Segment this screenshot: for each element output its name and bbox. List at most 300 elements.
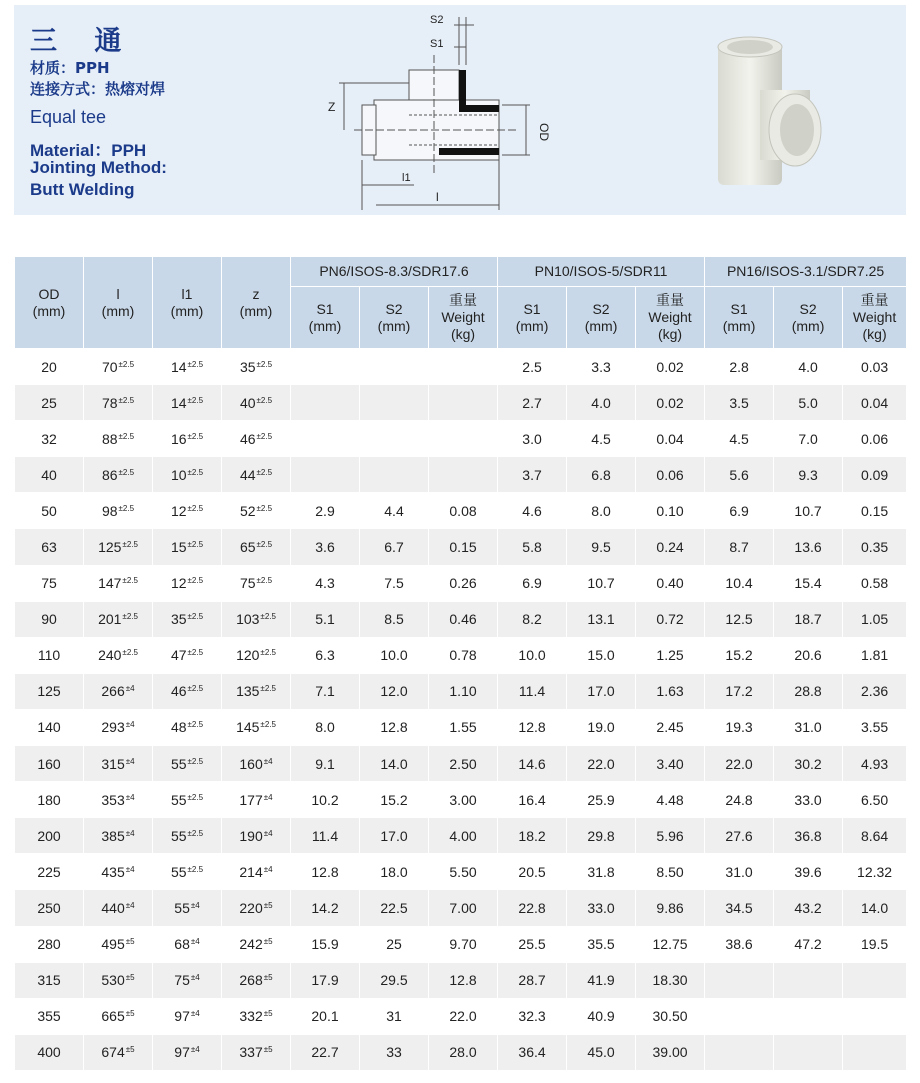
table-row: [15, 601, 907, 637]
cell-pn10-weight: 0.02: [636, 349, 705, 385]
cell-l1: $12^{\pm 2.5}$: [153, 493, 222, 529]
cell-od: 180: [15, 782, 84, 818]
group-pn6-header: PN6/ISOS-8.3/SDR17.6: [291, 257, 498, 287]
cell-pn6-s1: [291, 349, 360, 385]
cell-l: $70^{\pm 2.5}$: [84, 349, 153, 385]
cell-pn6-weight: 0.15: [429, 529, 498, 565]
cell-l1: $47^{\pm 2.5}$: [153, 637, 222, 673]
cell-pn16-weight: 0.03: [843, 349, 907, 385]
cell-pn16-s1: 10.4: [705, 565, 774, 601]
cell-od: 400: [15, 1034, 84, 1070]
cell-pn6-s1: 9.1: [291, 746, 360, 782]
cell-l1: $55^{\pm 2.5}$: [153, 818, 222, 854]
table-row: [15, 746, 907, 782]
cell-pn6-s1: 12.8: [291, 854, 360, 890]
cell-pn16-weight: [843, 998, 907, 1034]
pn16-s1-header: S1 (mm): [705, 287, 774, 349]
table-row: [15, 493, 907, 529]
cell-pn6-weight: [429, 421, 498, 457]
cell-pn6-s1: 3.6: [291, 529, 360, 565]
cell-pn10-weight: 30.50: [636, 998, 705, 1034]
cell-pn16-s1: 3.5: [705, 385, 774, 421]
cell-pn10-s1: 18.2: [498, 818, 567, 854]
cell-pn6-s1: 4.3: [291, 565, 360, 601]
cell-l: $674^{\pm 5}$: [84, 1034, 153, 1070]
cell-pn10-s2: 9.5: [567, 529, 636, 565]
cell-pn16-s1: 34.5: [705, 890, 774, 926]
cell-l1: $12^{\pm 2.5}$: [153, 565, 222, 601]
cell-od: 200: [15, 818, 84, 854]
table-row: [15, 1034, 907, 1070]
cell-pn10-weight: 9.86: [636, 890, 705, 926]
cell-od: 32: [15, 421, 84, 457]
cell-pn10-weight: 0.06: [636, 457, 705, 493]
cell-pn10-s1: 14.6: [498, 746, 567, 782]
cell-pn6-weight: 12.8: [429, 962, 498, 998]
cell-pn6-s2: 31: [360, 998, 429, 1034]
cell-l: $266^{\pm 4}$: [84, 673, 153, 709]
cell-l: $88^{\pm 2.5}$: [84, 421, 153, 457]
diagram-z-label: Z: [328, 100, 336, 114]
cell-pn10-s2: 4.0: [567, 385, 636, 421]
cell-pn6-s1: 15.9: [291, 926, 360, 962]
table-row: [15, 349, 907, 385]
cell-pn10-s2: 8.0: [567, 493, 636, 529]
cell-l1: $15^{\pm 2.5}$: [153, 529, 222, 565]
cell-pn16-s2: 36.8: [774, 818, 843, 854]
cell-pn10-s1: 28.7: [498, 962, 567, 998]
group-pn10-header: PN10/ISOS-5/SDR11: [498, 257, 705, 287]
col-l1-header: l1 (mm): [153, 257, 222, 349]
cell-l1: $55^{\pm 2.5}$: [153, 854, 222, 890]
cell-pn10-s2: 4.5: [567, 421, 636, 457]
cell-pn6-weight: [429, 349, 498, 385]
cell-z: $268^{\pm 5}$: [222, 962, 291, 998]
cell-od: 50: [15, 493, 84, 529]
cell-pn16-weight: 4.93: [843, 746, 907, 782]
cell-z: $40^{\pm 2.5}$: [222, 385, 291, 421]
cell-pn16-s2: 43.2: [774, 890, 843, 926]
cell-pn10-s1: 11.4: [498, 673, 567, 709]
cell-pn10-weight: 5.96: [636, 818, 705, 854]
cell-pn10-weight: 12.75: [636, 926, 705, 962]
cell-pn16-s1: [705, 962, 774, 998]
pn6-s1-header: S1 (mm): [291, 287, 360, 349]
cell-l: $78^{\pm 2.5}$: [84, 385, 153, 421]
cell-pn6-weight: 9.70: [429, 926, 498, 962]
pn10-s1-header: S1 (mm): [498, 287, 567, 349]
cell-l1: $55^{\pm 2.5}$: [153, 782, 222, 818]
pn10-s2-header: S2 (mm): [567, 287, 636, 349]
cell-pn16-weight: 12.32: [843, 854, 907, 890]
cell-pn10-s2: 6.8: [567, 457, 636, 493]
cell-pn16-s1: 6.9: [705, 493, 774, 529]
cell-pn16-s2: [774, 1034, 843, 1070]
cell-pn16-weight: 2.36: [843, 673, 907, 709]
cell-pn16-s1: 24.8: [705, 782, 774, 818]
cell-pn10-s1: 2.7: [498, 385, 567, 421]
cell-pn10-s2: 19.0: [567, 709, 636, 745]
cell-z: $44^{\pm 2.5}$: [222, 457, 291, 493]
cell-pn10-s1: 12.8: [498, 709, 567, 745]
cell-pn6-s1: 2.9: [291, 493, 360, 529]
cell-pn16-s1: 4.5: [705, 421, 774, 457]
cell-pn6-s2: 18.0: [360, 854, 429, 890]
cell-pn10-s2: 3.3: [567, 349, 636, 385]
cell-pn10-s1: 25.5: [498, 926, 567, 962]
cell-l: $293^{\pm 4}$: [84, 709, 153, 745]
cell-pn10-weight: 0.02: [636, 385, 705, 421]
cell-z: $160^{\pm 4}$: [222, 746, 291, 782]
cell-pn16-s2: 4.0: [774, 349, 843, 385]
cell-pn16-weight: 14.0: [843, 890, 907, 926]
cell-pn6-s2: 17.0: [360, 818, 429, 854]
cell-l1: $46^{\pm 2.5}$: [153, 673, 222, 709]
cell-pn6-weight: 7.00: [429, 890, 498, 926]
cell-pn10-weight: 0.24: [636, 529, 705, 565]
diagram-od-label: OD: [537, 123, 551, 141]
cell-z: $190^{\pm 4}$: [222, 818, 291, 854]
cell-l1: $14^{\pm 2.5}$: [153, 385, 222, 421]
tee-product-photo: [700, 35, 830, 195]
cell-pn6-s1: 8.0: [291, 709, 360, 745]
cell-pn16-s2: 7.0: [774, 421, 843, 457]
material-en: Material：PPH: [30, 141, 147, 160]
table-row: [15, 421, 907, 457]
jointing-cn: 连接方式：热熔对焊: [30, 80, 166, 98]
title-cn: 三 通: [30, 26, 136, 57]
cell-pn6-s1: 14.2: [291, 890, 360, 926]
cell-pn6-s2: 10.0: [360, 637, 429, 673]
cell-pn6-s2: [360, 349, 429, 385]
cell-pn10-s1: 5.8: [498, 529, 567, 565]
cell-pn16-s1: 2.8: [705, 349, 774, 385]
cell-pn16-s2: 13.6: [774, 529, 843, 565]
cell-pn16-s1: [705, 1034, 774, 1070]
cell-pn10-weight: 3.40: [636, 746, 705, 782]
cell-pn16-s2: 9.3: [774, 457, 843, 493]
cell-l: $86^{\pm 2.5}$: [84, 457, 153, 493]
spec-table-body: [15, 349, 907, 1071]
cell-l: $315^{\pm 4}$: [84, 746, 153, 782]
group-pn16-header: PN16/ISOS-3.1/SDR7.25: [705, 257, 907, 287]
cell-pn10-s1: 22.8: [498, 890, 567, 926]
cell-pn6-s1: [291, 457, 360, 493]
cell-pn10-s1: 4.6: [498, 493, 567, 529]
cell-pn6-s1: 5.1: [291, 601, 360, 637]
cell-pn6-s1: 20.1: [291, 998, 360, 1034]
cell-pn16-s1: 12.5: [705, 601, 774, 637]
cell-pn16-weight: 0.09: [843, 457, 907, 493]
cell-z: $65^{\pm 2.5}$: [222, 529, 291, 565]
cell-pn10-s1: 3.0: [498, 421, 567, 457]
cell-pn16-s1: 38.6: [705, 926, 774, 962]
cell-pn16-s2: 15.4: [774, 565, 843, 601]
cell-pn10-weight: 39.00: [636, 1034, 705, 1070]
cell-pn16-s2: 47.2: [774, 926, 843, 962]
col-od-header: OD (mm): [15, 257, 84, 349]
cell-pn10-s1: 16.4: [498, 782, 567, 818]
cell-pn6-s2: [360, 421, 429, 457]
cell-pn10-s2: 29.8: [567, 818, 636, 854]
cell-od: 315: [15, 962, 84, 998]
cell-pn6-weight: 1.55: [429, 709, 498, 745]
cell-pn6-s1: 22.7: [291, 1034, 360, 1070]
cell-z: $135^{\pm 2.5}$: [222, 673, 291, 709]
cell-l: $147^{\pm 2.5}$: [84, 565, 153, 601]
cell-l: $440^{\pm 4}$: [84, 890, 153, 926]
cell-pn16-s1: 19.3: [705, 709, 774, 745]
cell-pn10-s1: 6.9: [498, 565, 567, 601]
cell-z: $332^{\pm 5}$: [222, 998, 291, 1034]
cell-pn6-s2: 4.4: [360, 493, 429, 529]
cell-od: 160: [15, 746, 84, 782]
cell-pn6-s1: 11.4: [291, 818, 360, 854]
cell-pn10-s2: 45.0: [567, 1034, 636, 1070]
cell-pn16-s1: [705, 998, 774, 1034]
diagram-l-label: l: [436, 190, 439, 204]
cell-l: $385^{\pm 4}$: [84, 818, 153, 854]
table-row: [15, 565, 907, 601]
cell-pn10-s1: 2.5: [498, 349, 567, 385]
cell-pn10-s1: 3.7: [498, 457, 567, 493]
material-cn: 材质：PPH: [30, 59, 110, 77]
cell-pn6-s2: 33: [360, 1034, 429, 1070]
cell-pn6-s2: 29.5: [360, 962, 429, 998]
cell-l: $240^{\pm 2.5}$: [84, 637, 153, 673]
cell-l: $125^{\pm 2.5}$: [84, 529, 153, 565]
cell-pn16-weight: [843, 1034, 907, 1070]
table-row: [15, 854, 907, 890]
cell-pn6-weight: [429, 457, 498, 493]
cell-l: $530^{\pm 5}$: [84, 962, 153, 998]
cell-l1: $97^{\pm 4}$: [153, 1034, 222, 1070]
cell-pn10-s2: 22.0: [567, 746, 636, 782]
cell-pn6-s2: 12.8: [360, 709, 429, 745]
pn6-s2-header: S2 (mm): [360, 287, 429, 349]
cell-pn10-s1: 36.4: [498, 1034, 567, 1070]
cell-pn16-weight: 0.58: [843, 565, 907, 601]
cell-od: 125: [15, 673, 84, 709]
cell-pn10-s1: 8.2: [498, 601, 567, 637]
cell-l1: $48^{\pm 2.5}$: [153, 709, 222, 745]
cell-z: $337^{\pm 5}$: [222, 1034, 291, 1070]
col-l-header: l (mm): [84, 257, 153, 349]
cell-od: 25: [15, 385, 84, 421]
table-row: [15, 782, 907, 818]
cell-od: 355: [15, 998, 84, 1034]
cell-z: $46^{\pm 2.5}$: [222, 421, 291, 457]
cell-l1: $35^{\pm 2.5}$: [153, 601, 222, 637]
cell-pn6-weight: 22.0: [429, 998, 498, 1034]
cell-od: 280: [15, 926, 84, 962]
cell-z: $145^{\pm 2.5}$: [222, 709, 291, 745]
cell-pn10-weight: 0.72: [636, 601, 705, 637]
table-row: [15, 890, 907, 926]
cell-pn16-s1: 15.2: [705, 637, 774, 673]
cell-pn6-weight: 5.50: [429, 854, 498, 890]
table-row: [15, 709, 907, 745]
cell-pn10-s2: 31.8: [567, 854, 636, 890]
cell-l1: $14^{\pm 2.5}$: [153, 349, 222, 385]
cell-pn10-s2: 17.0: [567, 673, 636, 709]
cell-l1: $75^{\pm 4}$: [153, 962, 222, 998]
cell-pn16-weight: 6.50: [843, 782, 907, 818]
cell-pn16-weight: 0.15: [843, 493, 907, 529]
table-row: [15, 926, 907, 962]
table-row: [15, 637, 907, 673]
cell-l: $665^{\pm 5}$: [84, 998, 153, 1034]
cell-pn6-s2: 8.5: [360, 601, 429, 637]
cell-pn6-weight: 0.46: [429, 601, 498, 637]
cell-pn16-weight: 1.05: [843, 601, 907, 637]
cell-pn16-s1: 22.0: [705, 746, 774, 782]
cell-pn10-weight: 0.40: [636, 565, 705, 601]
cell-pn6-s1: 6.3: [291, 637, 360, 673]
cell-pn16-s1: 8.7: [705, 529, 774, 565]
cell-pn16-weight: 19.5: [843, 926, 907, 962]
table-row: [15, 457, 907, 493]
cell-l1: $16^{\pm 2.5}$: [153, 421, 222, 457]
cell-z: $120^{\pm 2.5}$: [222, 637, 291, 673]
cell-od: 225: [15, 854, 84, 890]
cell-pn16-s2: 28.8: [774, 673, 843, 709]
cell-z: $220^{\pm 5}$: [222, 890, 291, 926]
cell-pn16-weight: 0.35: [843, 529, 907, 565]
cell-pn6-weight: 3.00: [429, 782, 498, 818]
spec-table: [14, 256, 907, 1071]
cell-pn6-s1: 10.2: [291, 782, 360, 818]
cell-l: $201^{\pm 2.5}$: [84, 601, 153, 637]
cell-pn16-s1: 5.6: [705, 457, 774, 493]
cell-od: 90: [15, 601, 84, 637]
cell-od: 140: [15, 709, 84, 745]
cell-od: 40: [15, 457, 84, 493]
table-row: [15, 529, 907, 565]
pn6-weight-header: 重量 Weight (kg): [429, 287, 498, 349]
table-row: [15, 998, 907, 1034]
cell-pn16-weight: [843, 962, 907, 998]
cell-pn6-s2: 25: [360, 926, 429, 962]
cell-l: $495^{\pm 5}$: [84, 926, 153, 962]
cell-z: $75^{\pm 2.5}$: [222, 565, 291, 601]
diagram-l1-label: l1: [402, 172, 411, 184]
cell-l: $353^{\pm 4}$: [84, 782, 153, 818]
diagram-s2-label: S2: [430, 14, 444, 26]
cell-pn16-s2: 31.0: [774, 709, 843, 745]
cell-l1: $55^{\pm 4}$: [153, 890, 222, 926]
cell-l1: $97^{\pm 4}$: [153, 998, 222, 1034]
cell-pn6-s1: [291, 385, 360, 421]
cell-pn10-s2: 25.9: [567, 782, 636, 818]
table-row: [15, 818, 907, 854]
cell-pn6-s1: 7.1: [291, 673, 360, 709]
cell-pn10-weight: 18.30: [636, 962, 705, 998]
cell-pn10-s2: 33.0: [567, 890, 636, 926]
pn16-weight-header: 重量 Weight (kg): [843, 287, 907, 349]
cell-pn6-s2: [360, 385, 429, 421]
cell-l1: $55^{\pm 2.5}$: [153, 746, 222, 782]
pn10-weight-header: 重量 Weight (kg): [636, 287, 705, 349]
header-panel: [14, 5, 906, 215]
cell-pn16-weight: 8.64: [843, 818, 907, 854]
cell-z: $242^{\pm 5}$: [222, 926, 291, 962]
cell-pn16-s2: [774, 962, 843, 998]
cell-pn10-weight: 1.63: [636, 673, 705, 709]
cell-pn6-weight: 0.78: [429, 637, 498, 673]
cell-l1: $10^{\pm 2.5}$: [153, 457, 222, 493]
cell-pn16-s2: 20.6: [774, 637, 843, 673]
cell-pn6-weight: 0.26: [429, 565, 498, 601]
cell-pn6-s1: 17.9: [291, 962, 360, 998]
cell-pn16-s2: 30.2: [774, 746, 843, 782]
cell-l1: $68^{\pm 4}$: [153, 926, 222, 962]
cell-pn16-s2: 18.7: [774, 601, 843, 637]
cell-pn10-s2: 10.7: [567, 565, 636, 601]
cell-pn10-weight: 0.10: [636, 493, 705, 529]
cell-pn16-weight: 0.04: [843, 385, 907, 421]
cell-pn10-weight: 1.25: [636, 637, 705, 673]
cell-pn6-weight: 0.08: [429, 493, 498, 529]
cell-pn16-weight: 0.06: [843, 421, 907, 457]
cell-pn6-weight: 2.50: [429, 746, 498, 782]
cell-z: $103^{\pm 2.5}$: [222, 601, 291, 637]
cell-pn16-weight: 3.55: [843, 709, 907, 745]
cell-pn16-s2: 33.0: [774, 782, 843, 818]
cell-pn10-weight: 0.04: [636, 421, 705, 457]
table-row: [15, 673, 907, 709]
cell-z: $35^{\pm 2.5}$: [222, 349, 291, 385]
cell-l: $435^{\pm 4}$: [84, 854, 153, 890]
cell-pn6-weight: [429, 385, 498, 421]
cell-pn16-weight: 1.81: [843, 637, 907, 673]
jointing-en: Jointing Method:: [30, 158, 167, 177]
cell-pn10-s2: 13.1: [567, 601, 636, 637]
cell-pn6-s2: 7.5: [360, 565, 429, 601]
cell-pn16-s1: 31.0: [705, 854, 774, 890]
table-row: [15, 962, 907, 998]
cell-pn10-s2: 35.5: [567, 926, 636, 962]
table-row: [15, 385, 907, 421]
cell-pn6-weight: 28.0: [429, 1034, 498, 1070]
cell-od: 110: [15, 637, 84, 673]
cell-od: 20: [15, 349, 84, 385]
cell-pn6-s2: 15.2: [360, 782, 429, 818]
cell-pn6-s2: 22.5: [360, 890, 429, 926]
cell-od: 250: [15, 890, 84, 926]
cell-pn10-s2: 40.9: [567, 998, 636, 1034]
cell-pn10-weight: 4.48: [636, 782, 705, 818]
cell-pn16-s2: 5.0: [774, 385, 843, 421]
cell-pn10-s2: 15.0: [567, 637, 636, 673]
cell-pn16-s1: 17.2: [705, 673, 774, 709]
cell-z: $214^{\pm 4}$: [222, 854, 291, 890]
cell-od: 75: [15, 565, 84, 601]
cell-l: $98^{\pm 2.5}$: [84, 493, 153, 529]
cell-pn10-weight: 8.50: [636, 854, 705, 890]
cell-pn6-s2: 14.0: [360, 746, 429, 782]
tee-dimension-diagram: [314, 5, 554, 215]
cell-pn6-weight: 4.00: [429, 818, 498, 854]
cell-pn16-s1: 27.6: [705, 818, 774, 854]
cell-pn10-s1: 20.5: [498, 854, 567, 890]
title-en: Equal tee: [30, 107, 107, 127]
cell-pn6-s2: 12.0: [360, 673, 429, 709]
cell-pn16-s2: [774, 998, 843, 1034]
welding-en: Butt Welding: [30, 180, 135, 199]
cell-pn6-s2: 6.7: [360, 529, 429, 565]
cell-pn10-s1: 32.3: [498, 998, 567, 1034]
